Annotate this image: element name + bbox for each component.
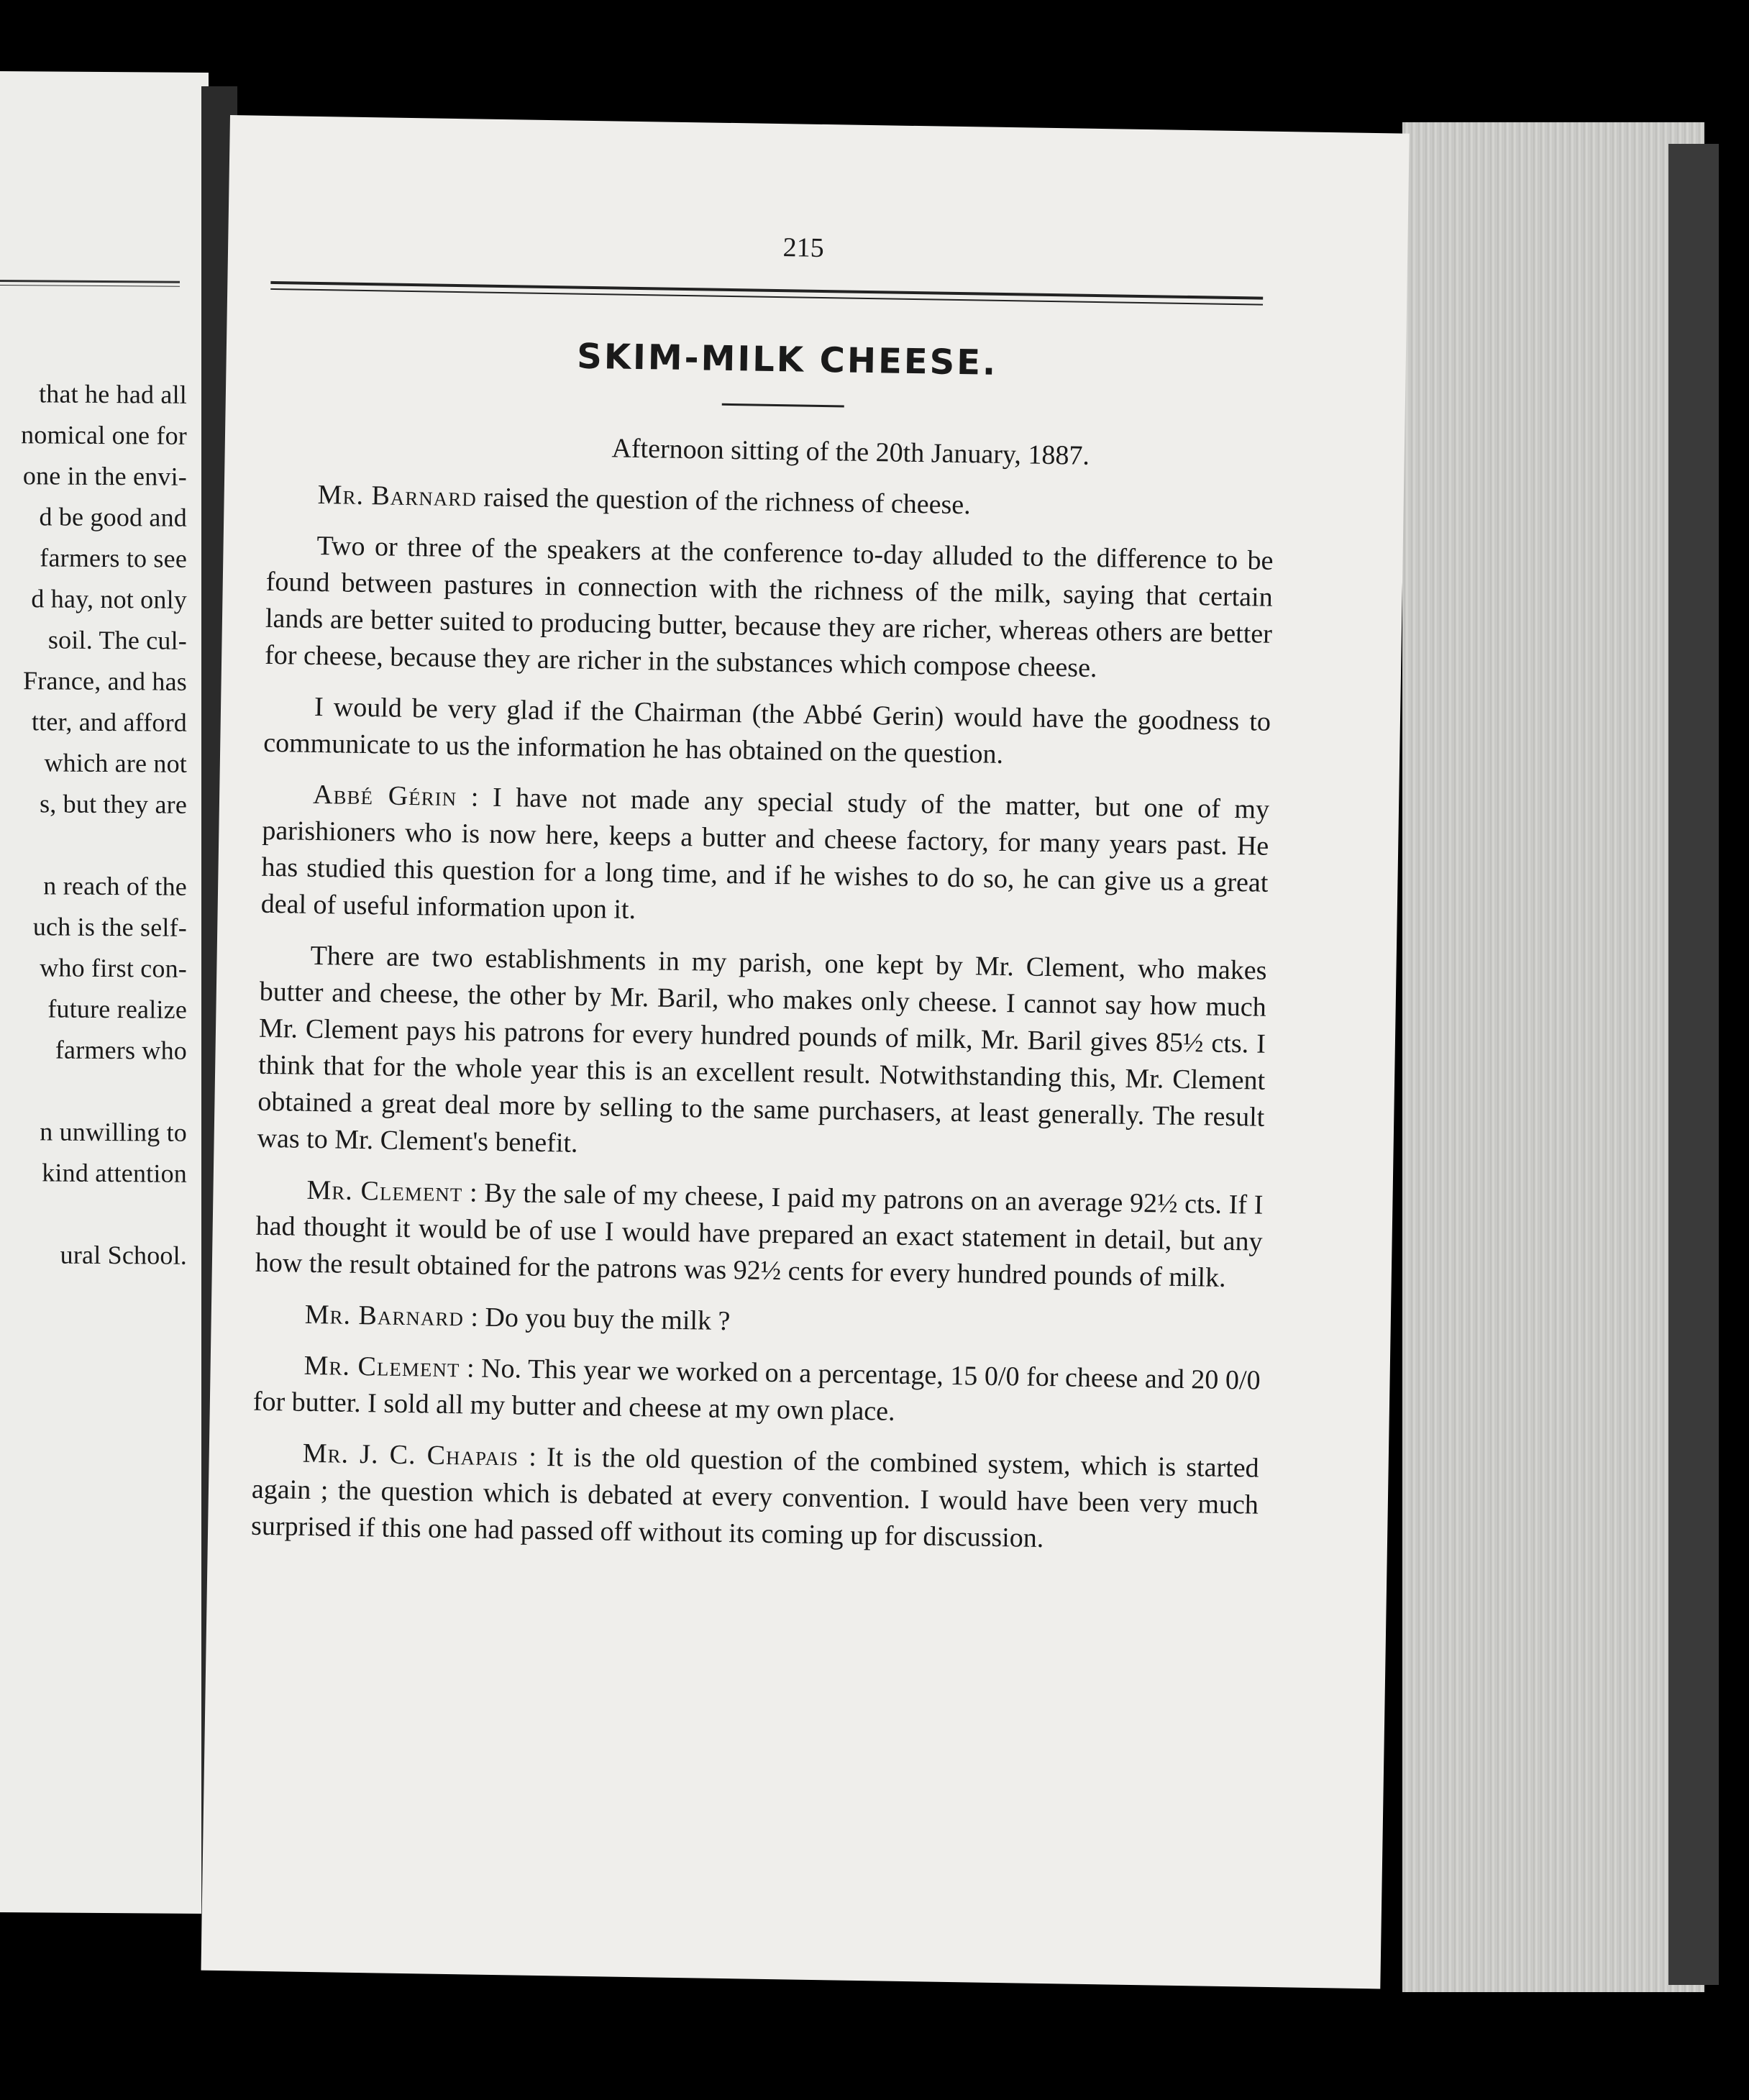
left-line: s, but they are [40,789,187,819]
paragraph [260,776,1269,939]
book-cover-edge [1668,144,1719,1985]
paragraph-text: : Do you buy the milk ? [463,1302,731,1337]
paragraph [255,1172,1264,1297]
left-line: d hay, not only [31,584,187,614]
left-page-rule [0,280,180,287]
paragraph [263,688,1271,777]
page-edges [1402,122,1704,1992]
page-title: SKIM-MILK CHEESE. [576,336,998,383]
left-line: that he had all [39,379,187,409]
speaker-name: Mr. Clement [306,1174,463,1208]
left-line: tter, and afford [31,707,187,737]
right-page [201,115,1409,1989]
paragraph [254,1296,1261,1348]
left-line: farmers who [55,1035,187,1065]
paragraph [265,527,1274,690]
left-line: farmers to see [40,543,187,573]
speaker-name: Mr. Barnard [304,1299,465,1333]
paragraph [267,476,1274,529]
left-line: ural School. [60,1240,187,1270]
paragraph-text: I would be very glad if the Chairman (the Abbé Gerin) would have the goodness to communicate to us the information he has obtained on the question. [262,691,1271,770]
left-line: soil. The cul- [47,625,187,655]
title-rule [722,403,844,408]
speaker-name: Mr. Clement [303,1350,460,1384]
left-line: nomical one for [21,420,187,450]
paragraph-text: raised the question of the richness of cheese. [476,482,972,521]
left-line: future realize [47,994,187,1024]
left-line: kind attention [42,1158,187,1188]
paragraph-text: : No. This year we worked on a percentage, 15 0/0 for cheese and 20 0/0 for butter. I sold all my butter and cheese at my own place. [252,1353,1261,1427]
paragraph [252,1347,1260,1436]
left-line: d be good and [39,502,187,532]
left-line: n reach of the [43,871,187,901]
left-line: n unwilling to [40,1117,187,1147]
left-line-gap [0,824,187,867]
left-line-gap [0,1070,187,1113]
left-page-text [0,373,187,1277]
paragraph-text: : I have not made any special study of the matter, but one of my parishioners who is now here, keeps a butter and cheese factory, for many years past. He has studied this question for a long time, and if he wishes to do so, he can give us a great deal of useful information upon it. [260,782,1270,925]
paragraph-text: There are two establishments in my parish, one kept by Mr. Clement, who makes butter and cheese, the other by Mr. Baril, who makes only cheese. I cannot say how much Mr. Clement pays his patrons for every hundred pounds of milk, Mr. Baril gives 85½ cts. I think that for the whole year this is an excellent result. Notwithstanding this, Mr. Clement obtained a great deal more by selling to the same purchasers, at least generally. The result was to Mr. Clement's benefit. [257,940,1267,1159]
left-line: which are not [44,748,187,778]
left-line: France, and has [23,666,187,696]
page-number: 215 [782,232,825,263]
sitting-heading: Afternoon sitting of the 20th January, 1887. [611,433,1090,471]
left-page [0,71,209,1914]
paragraph [257,937,1267,1173]
speaker-name: Mr. Barnard [317,479,478,513]
paragraph-text: : By the sale of my cheese, I paid my patrons on an average 92½ cts. If I had thought it would be of use I would have prepared an exact statement in detail, but any how the result obtained for the patrons was 92½ cents for every hundred pounds of milk. [255,1177,1264,1293]
article-body [250,425,1275,1575]
paragraph-text: Two or three of the speakers at the conference to-day alluded to the difference to be found between pastures in connection with the richness of the milk, saying that certain lands are better suited to producing butter, because they are richer, whereas others are better for cheese, because they are richer in the substances which compose cheese. [264,530,1274,684]
left-line-gap [0,1193,187,1236]
speaker-name: Abbé Gérin [312,779,457,813]
left-line: one in the envi- [22,461,187,491]
header-rule [270,281,1263,306]
paragraph-text: : It is the old question of the combined system, which is started again ; the question which is debated at every convention. I would have been very much surprised if this one had passed off without its coming up for discussion. [250,1441,1259,1554]
speaker-name: Mr. J. C. Chapais [302,1438,519,1472]
paragraph [251,1435,1259,1561]
left-line: uch is the self- [32,912,187,942]
left-line: who first con- [40,953,187,983]
